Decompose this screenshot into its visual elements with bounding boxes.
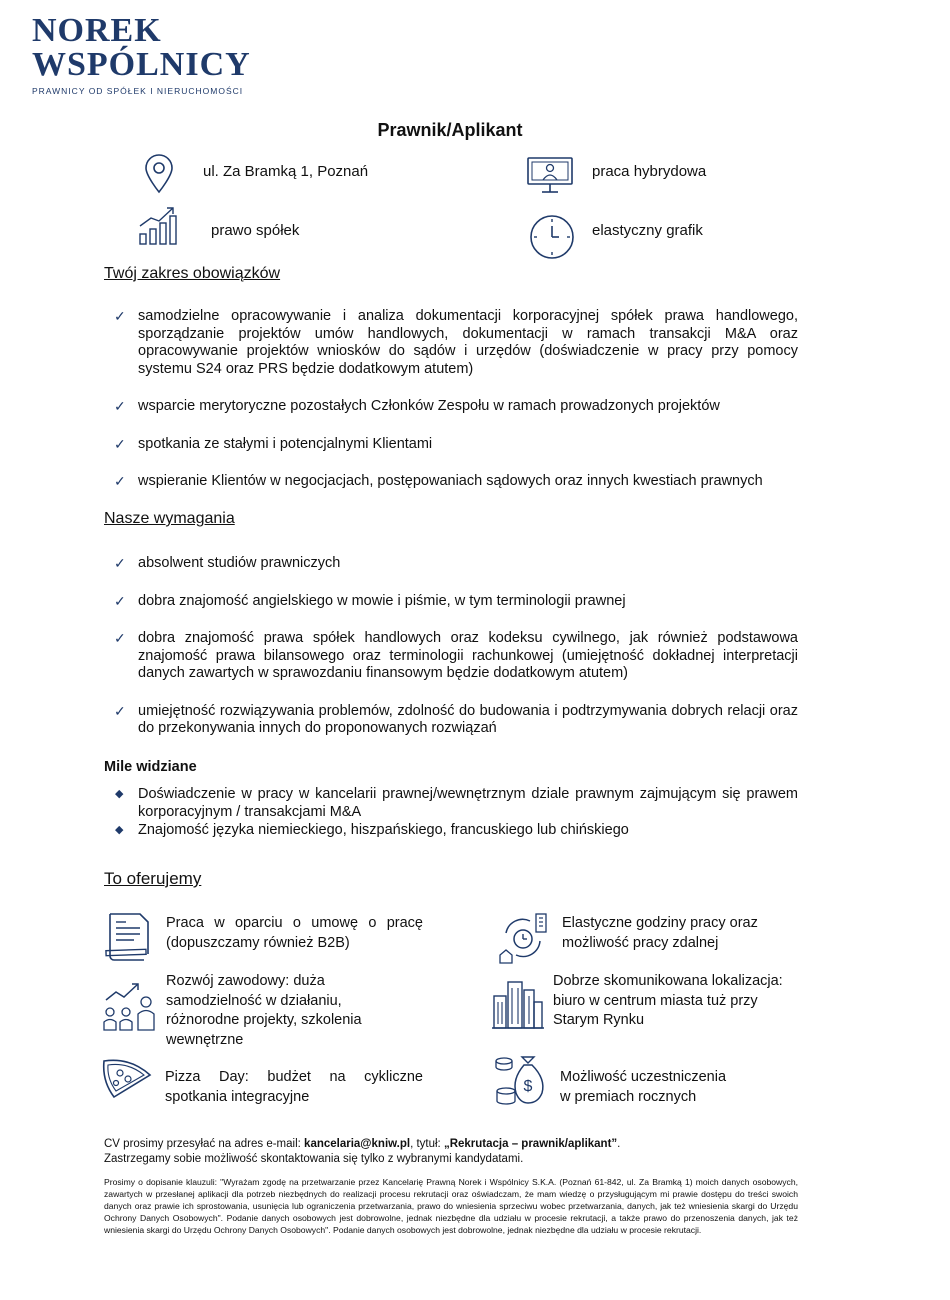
list-item: ✓ umiejętność rozwiązywania problemów, zdolność do budowania i podtrzymywania dobrych relacji oraz do przekonywania innych do proponowanych rozwiązań xyxy=(114,702,798,736)
city-buildings-icon xyxy=(492,976,544,1030)
checkmark-icon: ✓ xyxy=(114,555,126,571)
checkmark-icon: ✓ xyxy=(114,398,126,414)
professional-growth-icon xyxy=(102,980,156,1032)
offer-heading: To oferujemy xyxy=(104,869,202,888)
nice-to-have-list xyxy=(112,786,798,841)
checkmark-icon: ✓ xyxy=(114,702,126,719)
offer-contract: Praca w oparciu o umowę o pracę (dopuszczamy również B2B) xyxy=(166,915,423,951)
list-item: ✓ samodzielne opracowywanie i analiza dokumentacji korporacyjnej spółek prawa handlowego, sporządzanie projektów umów handlowych, dokumentacji w ramach transakcji M&A oraz opracowywanie projektów wniosków do sądów i urzędów (doświadczenie w pracy przy pomocy systemu S24 oraz PRS będzie dodatkowym atutem) xyxy=(114,308,798,377)
diamond-bullet-icon: ◆ xyxy=(115,788,124,800)
work-mode-text: praca hybrydowa xyxy=(592,163,707,180)
list-item: ◆ Znajomość języka niemieckiego, hiszpańskiego, francuskiego lub chińskiego xyxy=(115,822,629,838)
schedule-text: elastyczny grafik xyxy=(592,222,703,239)
contact-note: Zastrzegamy sobie możliwość skontaktowania się tylko z wybranymi kandydatami. xyxy=(104,1153,524,1165)
pizza-slice-icon xyxy=(98,1053,154,1101)
location-pin-icon xyxy=(142,154,176,194)
contact-email[interactable]: kancelaria@kniw.pl xyxy=(304,1138,411,1150)
list-item: ✓ dobra znajomość prawa spółek handlowych oraz kodeksu cywilnego, jak również podstawowa znajomość prawa bilansowego oraz terminologii rachunkowej (umiejętność dokładnej interpretacji danych zawartych w sprawozdaniu finansowym będzie dodatkowym atutem) xyxy=(114,630,798,681)
list-item: ◆ Doświadczenie w pracy w kancelarii prawnej/wewnętrznym dziale prawnym zajmującym się prawem korporacyjnym / transakcjami M&A xyxy=(115,786,798,820)
offer-development: Rozwój zawodowy: duża samodzielność w działaniu, różnorodne projekty, szkolenia wewnętrzne xyxy=(166,973,362,1048)
remote-work-monitor-icon xyxy=(526,156,574,196)
money-bag-icon xyxy=(494,1051,548,1105)
contract-document-icon xyxy=(102,910,154,964)
responsibilities-list xyxy=(112,308,798,511)
job-title: Prawnik/Aplikant xyxy=(377,120,523,140)
logo-tagline: PRAWNICY OD SPÓŁEK I NIERUCHOMOŚCI xyxy=(32,86,244,96)
diamond-bullet-icon: ◆ xyxy=(115,824,124,836)
offer-pizza-day: Pizza Day: budżet na cykliczne spotkania integracyjne xyxy=(165,1069,423,1105)
practice-area-text: prawo spółek xyxy=(211,222,300,239)
offer-location: Dobrze skomunikowana lokalizacja: biuro w centrum miasta tuż przy Starym Rynku xyxy=(553,973,783,1028)
list-item: ✓ absolwent studiów prawniczych xyxy=(114,555,341,571)
list-item: ✓ spotkania ze stałymi i potencjalnymi Klientami xyxy=(114,435,433,452)
company-logo xyxy=(32,14,251,96)
checkmark-icon: ✓ xyxy=(114,630,126,646)
checkmark-icon: ✓ xyxy=(114,473,126,489)
checkmark-icon: ✓ xyxy=(114,435,126,452)
logo-line-2: WSPÓLNICY xyxy=(32,46,251,83)
list-item: ✓ wspieranie Klientów w negocjacjach, postępowaniach sądowych oraz innych kwestiach prawnych xyxy=(114,473,763,489)
nice-to-have-heading: Mile widziane xyxy=(104,759,197,775)
list-item: ✓ wsparcie merytoryczne pozostałych Członków Zespołu w ramach prowadzonych projektów xyxy=(114,398,720,414)
location-text: ul. Za Bramką 1, Poznań xyxy=(203,163,369,180)
flexible-hours-icon xyxy=(496,911,550,967)
gdpr-clause: Prosimy o dopisanie klauzuli: "Wyrażam zgodę na przetwarzanie przez Kancelarię Prawną Norek i Wspólnicy S.K.A. (Poznań 61-842, ul. Za Bramką 1) moich danych osobowych, zawartych w przesłanej aplikacji dla potrzeb niezbędnych do realizacji procesu rekrutacji oraz oświadczam, że mam wiedzę o przysługującym mi prawie dostępu do treści swoich danych oraz prawie ich sprostowania, usunięcia lub ograniczenia przetwarzania, prawo do wniesienia sprzeciwu wobec przetwarzania, danych, jak też wniesienia skargi do Urzędu Ochrony Danych Osobowych". Podanie danych osobowych jest dobrowolne, jednak niezbędne dla udziału w procesie rekrutacji, a także prawo do przenoszenia danych, jak też wniesienia skargi do Urzędu Ochrony Danych Osobowych". Podanie danych osobowych jest dobrowolne, jednak niezbędne dla udziału w procesie rekrutacji. xyxy=(104,1177,798,1236)
requirements-list xyxy=(112,555,798,758)
requirements-heading: Nasze wymagania xyxy=(104,510,235,527)
offer-flexible-hours: Elastyczne godziny pracy oraz możliwość pracy zdalnej xyxy=(562,915,758,951)
logo-line-1: NOREK xyxy=(32,12,162,49)
cv-instructions: CV prosimy przesyłać na adres e-mail: kancelaria@kniw.pl, tytuł: „Rekrutacja – prawnik/aplikant”. Zastrzegamy sobie możliwość skontaktowania się tylko z wybranymi kandydatami. xyxy=(104,1137,804,1167)
clock-icon xyxy=(528,213,576,261)
responsibilities-heading: Twój zakres obowiązków xyxy=(104,265,281,282)
checkmark-icon: ✓ xyxy=(114,308,126,324)
checkmark-icon: ✓ xyxy=(114,592,126,609)
svg-text:$: $ xyxy=(523,1078,533,1095)
email-subject: „Rekrutacja – prawnik/aplikant” xyxy=(443,1138,618,1150)
offer-bonus: Możliwość uczestniczenia w premiach rocznych xyxy=(560,1069,727,1105)
list-item: ✓ dobra znajomość angielskiego w mowie i piśmie, w tym terminologii prawnej xyxy=(114,592,626,609)
growth-chart-icon xyxy=(137,204,183,246)
